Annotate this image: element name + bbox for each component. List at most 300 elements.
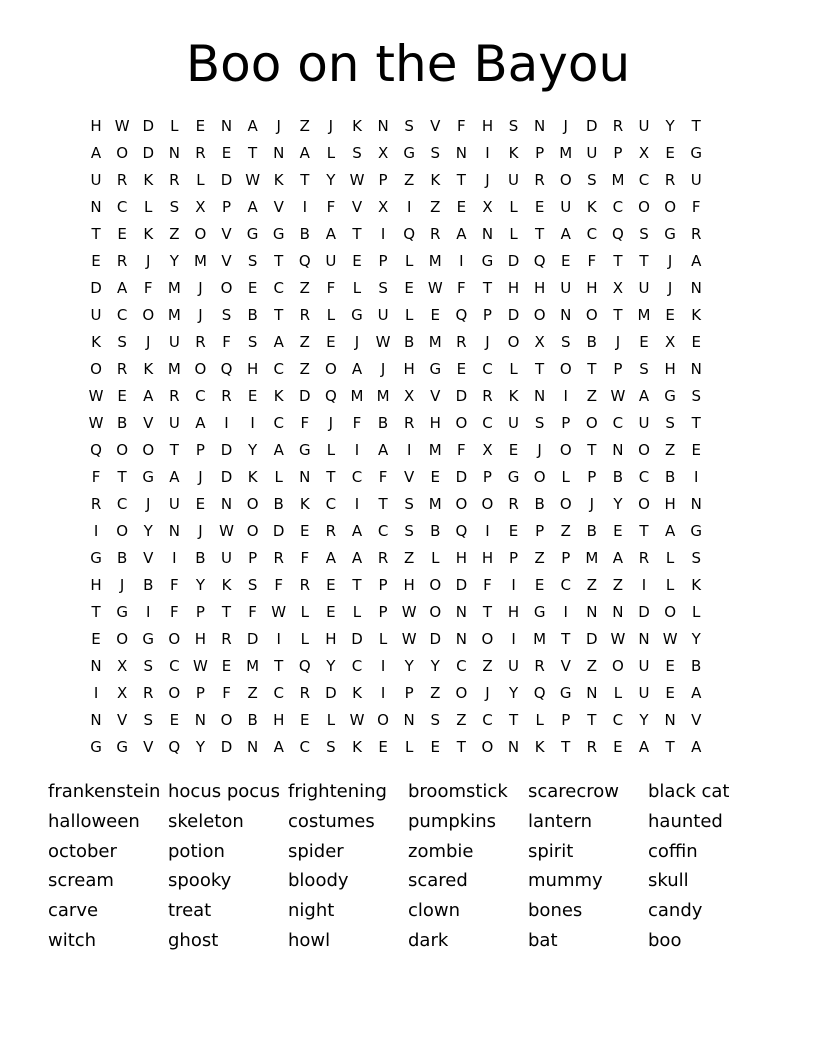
grid-letter: U — [560, 278, 572, 297]
grid-letter: D — [429, 629, 442, 648]
grid-letter: I — [354, 494, 360, 513]
grid-letter: J — [119, 575, 125, 594]
grid-letter: Y — [169, 251, 179, 270]
grid-row — [83, 247, 709, 274]
grid-letter: O — [559, 359, 572, 378]
grid-letter: R — [586, 737, 598, 756]
grid-letter: U — [508, 413, 520, 432]
grid-letter: O — [142, 440, 155, 459]
grid-letter: O — [638, 440, 650, 459]
grid-letter: T — [248, 143, 258, 162]
grid-letter: A — [560, 224, 571, 243]
grid-letter: G — [690, 143, 703, 162]
grid-letter: L — [509, 197, 518, 216]
grid-letter: C — [116, 305, 128, 324]
grid-row — [83, 166, 709, 193]
grid-letter: Q — [533, 683, 546, 702]
grid-letter: N — [507, 737, 520, 756]
grid-letter: B — [586, 332, 597, 351]
grid-letter: V — [143, 737, 154, 756]
grid-letter: F — [587, 251, 597, 270]
grid-letter: C — [273, 683, 284, 702]
grid-letter: E — [456, 359, 467, 378]
grid-letter: P — [561, 548, 571, 567]
grid-letter: F — [691, 197, 701, 216]
grid-letter: Y — [613, 494, 623, 513]
grid-letter: P — [404, 683, 414, 702]
grid-letter: I — [563, 602, 568, 621]
grid-letter: P — [248, 548, 258, 567]
grid-letter: R — [116, 359, 128, 378]
grid-letter: J — [146, 332, 151, 351]
grid-letter: K — [508, 143, 519, 162]
grid-letter: H — [90, 116, 102, 135]
grid-letter: E — [117, 386, 127, 405]
grid-letter: G — [507, 467, 520, 486]
grid-letter: T — [535, 224, 545, 243]
grid-letter: A — [351, 521, 363, 540]
grid-letter: W — [662, 629, 678, 648]
grid-letter: G — [351, 305, 363, 324]
grid-letter: N — [90, 656, 102, 675]
grid-letter: O — [455, 683, 468, 702]
word-list-item: broomstick — [408, 781, 508, 802]
grid-letter: O — [507, 332, 520, 351]
grid-letter: W — [349, 170, 365, 189]
grid-letter: L — [326, 440, 336, 459]
grid-letter: C — [273, 413, 284, 432]
grid-letter: P — [378, 575, 388, 594]
grid-letter: N — [194, 710, 207, 729]
grid-letter: N — [560, 305, 572, 324]
word-list-item: frankenstein — [48, 781, 161, 802]
grid-letter: U — [508, 656, 520, 675]
grid-letter: U — [638, 116, 650, 135]
grid-letter: K — [273, 170, 284, 189]
grid-letter: L — [535, 710, 544, 729]
grid-letter: O — [246, 521, 259, 540]
grid-letter: K — [586, 197, 597, 216]
grid-letter: T — [691, 116, 701, 135]
grid-letter: F — [352, 413, 362, 432]
grid-letter: X — [482, 197, 493, 216]
grid-letter: Z — [664, 440, 676, 459]
grid-letter: J — [146, 494, 151, 513]
grid-letter: N — [90, 197, 102, 216]
grid-letter: E — [300, 710, 310, 729]
grid-letter: D — [638, 602, 650, 621]
grid-letter: Z — [299, 116, 310, 135]
grid-letter: E — [91, 251, 101, 270]
grid-letter: B — [586, 521, 597, 540]
grid-letter: Y — [430, 656, 440, 675]
grid-letter: G — [142, 467, 155, 486]
grid-letter: R — [116, 170, 128, 189]
grid-letter: K — [143, 359, 154, 378]
grid-letter: T — [639, 521, 649, 540]
grid-letter: L — [326, 710, 336, 729]
grid-letter: X — [117, 683, 128, 702]
grid-letter: P — [535, 143, 545, 162]
grid-letter: G — [246, 224, 259, 243]
word-list-item: bones — [528, 900, 583, 922]
grid-letter: C — [482, 710, 493, 729]
grid-letter: F — [170, 602, 179, 621]
grid-letter: Y — [691, 629, 701, 648]
grid-letter: S — [587, 170, 597, 189]
grid-letter: Y — [326, 170, 336, 189]
grid-letter: R — [90, 494, 102, 513]
grid-letter: O — [194, 224, 207, 243]
grid-letter: J — [537, 440, 542, 459]
grid-letter: F — [300, 413, 310, 432]
grid-letter: S — [560, 332, 571, 351]
grid-letter: V — [404, 467, 415, 486]
grid-letter: A — [691, 251, 702, 270]
grid-letter: S — [326, 737, 336, 756]
grid-letter: M — [167, 305, 181, 324]
grid-letter: W — [88, 413, 104, 432]
grid-letter: K — [352, 683, 362, 702]
grid-letter: I — [250, 413, 255, 432]
word-list-item: coffin — [648, 840, 698, 862]
grid-letter: O — [142, 305, 155, 324]
grid-letter: L — [692, 602, 701, 621]
grid-letter: N — [273, 143, 285, 162]
grid-letter: T — [587, 359, 597, 378]
grid-letter: Y — [248, 440, 258, 459]
grid-letter: V — [117, 710, 128, 729]
grid-letter: O — [664, 602, 677, 621]
grid-letter: K — [91, 332, 101, 351]
grid-letter: S — [404, 116, 414, 135]
grid-letter: P — [587, 467, 597, 486]
grid-letter: J — [198, 305, 203, 324]
word-list-item: scared — [408, 870, 468, 892]
grid-letter: O — [533, 467, 546, 486]
grid-letter: I — [485, 521, 490, 540]
grid-letter: M — [246, 656, 260, 675]
word-list-item: treat — [168, 900, 212, 922]
grid-letter: O — [116, 629, 129, 648]
grid-letter: H — [246, 359, 259, 378]
grid-letter: L — [300, 629, 309, 648]
grid-letter: V — [560, 656, 571, 675]
grid-row — [83, 409, 709, 436]
grid-letter: F — [457, 278, 466, 297]
grid-letter: G — [142, 629, 155, 648]
grid-letter: A — [247, 197, 258, 216]
grid-letter: J — [589, 494, 595, 513]
grid-letter: N — [481, 224, 494, 243]
word-list-item: howl — [288, 929, 331, 951]
letter-grid — [83, 112, 709, 760]
grid-row — [83, 625, 709, 652]
grid-letter: K — [691, 575, 702, 594]
grid-row — [83, 517, 709, 544]
grid-letter: A — [143, 386, 154, 405]
grid-letter: S — [639, 359, 649, 378]
grid-letter: H — [664, 494, 676, 513]
grid-row — [83, 733, 709, 760]
grid-letter: I — [511, 629, 516, 648]
grid-letter: O — [116, 440, 129, 459]
grid-letter: H — [90, 575, 102, 594]
grid-letter: Z — [404, 170, 415, 189]
grid-row — [83, 139, 709, 166]
word-list-item: boo — [648, 929, 682, 951]
grid-letter: E — [430, 737, 440, 756]
grid-letter: L — [431, 548, 440, 567]
grid-letter: L — [613, 683, 623, 702]
grid-letter: R — [169, 170, 180, 189]
grid-letter: Q — [403, 224, 416, 243]
grid-letter: Q — [220, 359, 233, 378]
grid-letter: V — [221, 224, 232, 243]
grid-letter: K — [691, 305, 702, 324]
grid-letter: R — [299, 683, 311, 702]
grid-letter: E — [691, 440, 701, 459]
grid-letter: C — [169, 656, 180, 675]
grid-letter: O — [533, 305, 546, 324]
grid-letter: N — [220, 116, 233, 135]
grid-letter: B — [247, 305, 258, 324]
grid-letter: M — [167, 359, 181, 378]
grid-letter: B — [664, 467, 676, 486]
grid-letter: B — [247, 710, 258, 729]
grid-letter: X — [612, 278, 624, 297]
grid-letter: O — [481, 494, 494, 513]
grid-letter: P — [613, 359, 623, 378]
grid-letter: W — [401, 602, 417, 621]
grid-letter: E — [247, 278, 258, 297]
grid-letter: T — [535, 359, 545, 378]
grid-letter: G — [664, 224, 676, 243]
grid-letter: W — [219, 521, 234, 540]
grid-letter: F — [248, 602, 257, 621]
grid-letter: N — [664, 710, 676, 729]
grid-letter: L — [144, 197, 153, 216]
grid-letter: E — [534, 197, 545, 216]
grid-letter: Q — [324, 386, 337, 405]
grid-letter: C — [612, 413, 624, 432]
grid-letter: U — [168, 494, 180, 513]
grid-letter: Y — [639, 710, 649, 729]
grid-letter: Z — [169, 224, 180, 243]
grid-letter: B — [116, 413, 128, 432]
grid-letter: X — [664, 332, 676, 351]
grid-letter: H — [194, 629, 207, 648]
grid-letter: W — [193, 656, 208, 675]
grid-letter: G — [533, 602, 546, 621]
grid-letter: U — [638, 656, 650, 675]
grid-letter: W — [375, 332, 391, 351]
grid-letter: C — [273, 359, 284, 378]
grid-letter: Q — [90, 440, 102, 459]
grid-letter: J — [485, 683, 490, 702]
grid-letter: W — [245, 170, 261, 189]
grid-letter: I — [380, 683, 386, 702]
grid-letter: N — [690, 494, 702, 513]
grid-row — [83, 112, 709, 139]
grid-letter: Q — [455, 521, 468, 540]
grid-letter: P — [195, 440, 205, 459]
grid-letter: T — [169, 440, 179, 459]
grid-letter: C — [638, 170, 650, 189]
grid-letter: O — [638, 494, 650, 513]
word-list-item: lantern — [528, 810, 593, 832]
grid-letter: G — [403, 143, 415, 162]
grid-letter: F — [222, 332, 231, 351]
grid-letter: X — [117, 656, 128, 675]
grid-letter: Y — [195, 737, 205, 756]
grid-letter: F — [91, 467, 101, 486]
grid-letter: E — [665, 143, 675, 162]
grid-letter: O — [116, 521, 129, 540]
grid-letter: T — [587, 440, 597, 459]
grid-letter: L — [665, 575, 675, 594]
grid-letter: T — [508, 710, 519, 729]
grid-letter: A — [377, 440, 389, 459]
grid-letter: V — [430, 116, 441, 135]
grid-letter: C — [560, 575, 571, 594]
grid-letter: B — [404, 332, 415, 351]
grid-letter: R — [143, 683, 154, 702]
grid-letter: L — [509, 224, 518, 243]
grid-letter: T — [482, 602, 493, 621]
grid-letter: T — [274, 305, 284, 324]
grid-letter: R — [377, 548, 389, 567]
word-list-item: clown — [408, 900, 461, 922]
grid-letter: I — [93, 521, 99, 540]
grid-letter: F — [274, 575, 284, 594]
grid-letter: S — [143, 656, 153, 675]
grid-letter: O — [168, 683, 181, 702]
grid-letter: W — [114, 116, 130, 135]
grid-letter: F — [483, 575, 492, 594]
grid-letter: K — [299, 494, 310, 513]
grid-letter: I — [485, 143, 490, 162]
grid-letter: A — [351, 359, 363, 378]
grid-letter: V — [221, 251, 232, 270]
grid-letter: S — [430, 143, 441, 162]
grid-letter: V — [351, 197, 363, 216]
grid-letter: K — [143, 170, 154, 189]
grid-letter: U — [508, 170, 520, 189]
grid-letter: V — [691, 710, 702, 729]
grid-letter: P — [195, 602, 205, 621]
grid-letter: R — [195, 143, 206, 162]
grid-letter: U — [638, 278, 650, 297]
grid-letter: T — [587, 710, 597, 729]
grid-letter: U — [221, 548, 232, 567]
grid-letter: C — [482, 359, 493, 378]
grid-letter: T — [274, 251, 284, 270]
grid-letter: B — [430, 521, 441, 540]
grid-letter: R — [221, 629, 232, 648]
grid-letter: X — [534, 332, 545, 351]
grid-letter: C — [612, 197, 624, 216]
grid-letter: F — [300, 548, 310, 567]
grid-letter: Z — [456, 710, 467, 729]
word-list-item: carve — [48, 900, 99, 922]
grid-row — [83, 436, 709, 463]
grid-letter: H — [429, 413, 441, 432]
grid-letter: H — [403, 359, 415, 378]
grid-letter: L — [561, 467, 570, 486]
grid-letter: J — [667, 278, 673, 297]
grid-letter: T — [221, 602, 232, 621]
grid-letter: G — [116, 602, 128, 621]
grid-letter: N — [534, 116, 546, 135]
grid-letter: G — [116, 737, 128, 756]
grid-letter: F — [457, 116, 466, 135]
grid-row — [83, 328, 709, 355]
grid-letter: A — [638, 737, 650, 756]
grid-letter: D — [351, 629, 363, 648]
grid-letter: S — [221, 305, 232, 324]
grid-letter: U — [586, 143, 598, 162]
grid-letter: S — [352, 143, 362, 162]
grid-letter: V — [273, 197, 284, 216]
grid-letter: E — [169, 710, 180, 729]
grid-letter: E — [508, 440, 519, 459]
grid-letter: O — [559, 170, 572, 189]
grid-letter: S — [404, 494, 414, 513]
grid-letter: S — [117, 332, 127, 351]
grid-letter: S — [508, 116, 519, 135]
grid-letter: Z — [247, 683, 258, 702]
grid-letter: M — [428, 494, 442, 513]
grid-letter: R — [456, 332, 467, 351]
word-list-item: hocus pocus — [168, 781, 280, 802]
grid-letter: Z — [430, 683, 441, 702]
grid-letter: O — [612, 656, 624, 675]
grid-letter: Z — [299, 278, 310, 297]
grid-letter: K — [143, 224, 154, 243]
grid-letter: J — [380, 359, 386, 378]
grid-letter: L — [509, 359, 518, 378]
grid-letter: K — [352, 116, 362, 135]
grid-letter: C — [299, 737, 311, 756]
grid-letter: I — [511, 575, 516, 594]
grid-letter: Q — [533, 251, 546, 270]
grid-letter: P — [561, 710, 571, 729]
grid-letter: E — [560, 251, 571, 270]
grid-letter: K — [352, 737, 362, 756]
grid-letter: N — [690, 359, 702, 378]
grid-letter: C — [116, 494, 128, 513]
grid-row — [83, 355, 709, 382]
grid-letter: E — [691, 332, 701, 351]
grid-letter: J — [354, 332, 360, 351]
grid-letter: J — [198, 521, 203, 540]
grid-letter: Q — [298, 251, 311, 270]
grid-letter: E — [326, 332, 336, 351]
grid-letter: O — [585, 305, 598, 324]
grid-letter: X — [404, 386, 415, 405]
grid-letter: D — [455, 575, 468, 594]
grid-letter: I — [459, 251, 464, 270]
grid-row — [83, 463, 709, 490]
grid-letter: Z — [299, 332, 310, 351]
grid-letter: C — [638, 467, 650, 486]
grid-letter: C — [325, 494, 337, 513]
grid-letter: N — [586, 683, 598, 702]
grid-letter: U — [168, 413, 180, 432]
grid-letter: S — [404, 521, 414, 540]
word-list-item: haunted — [648, 810, 723, 832]
